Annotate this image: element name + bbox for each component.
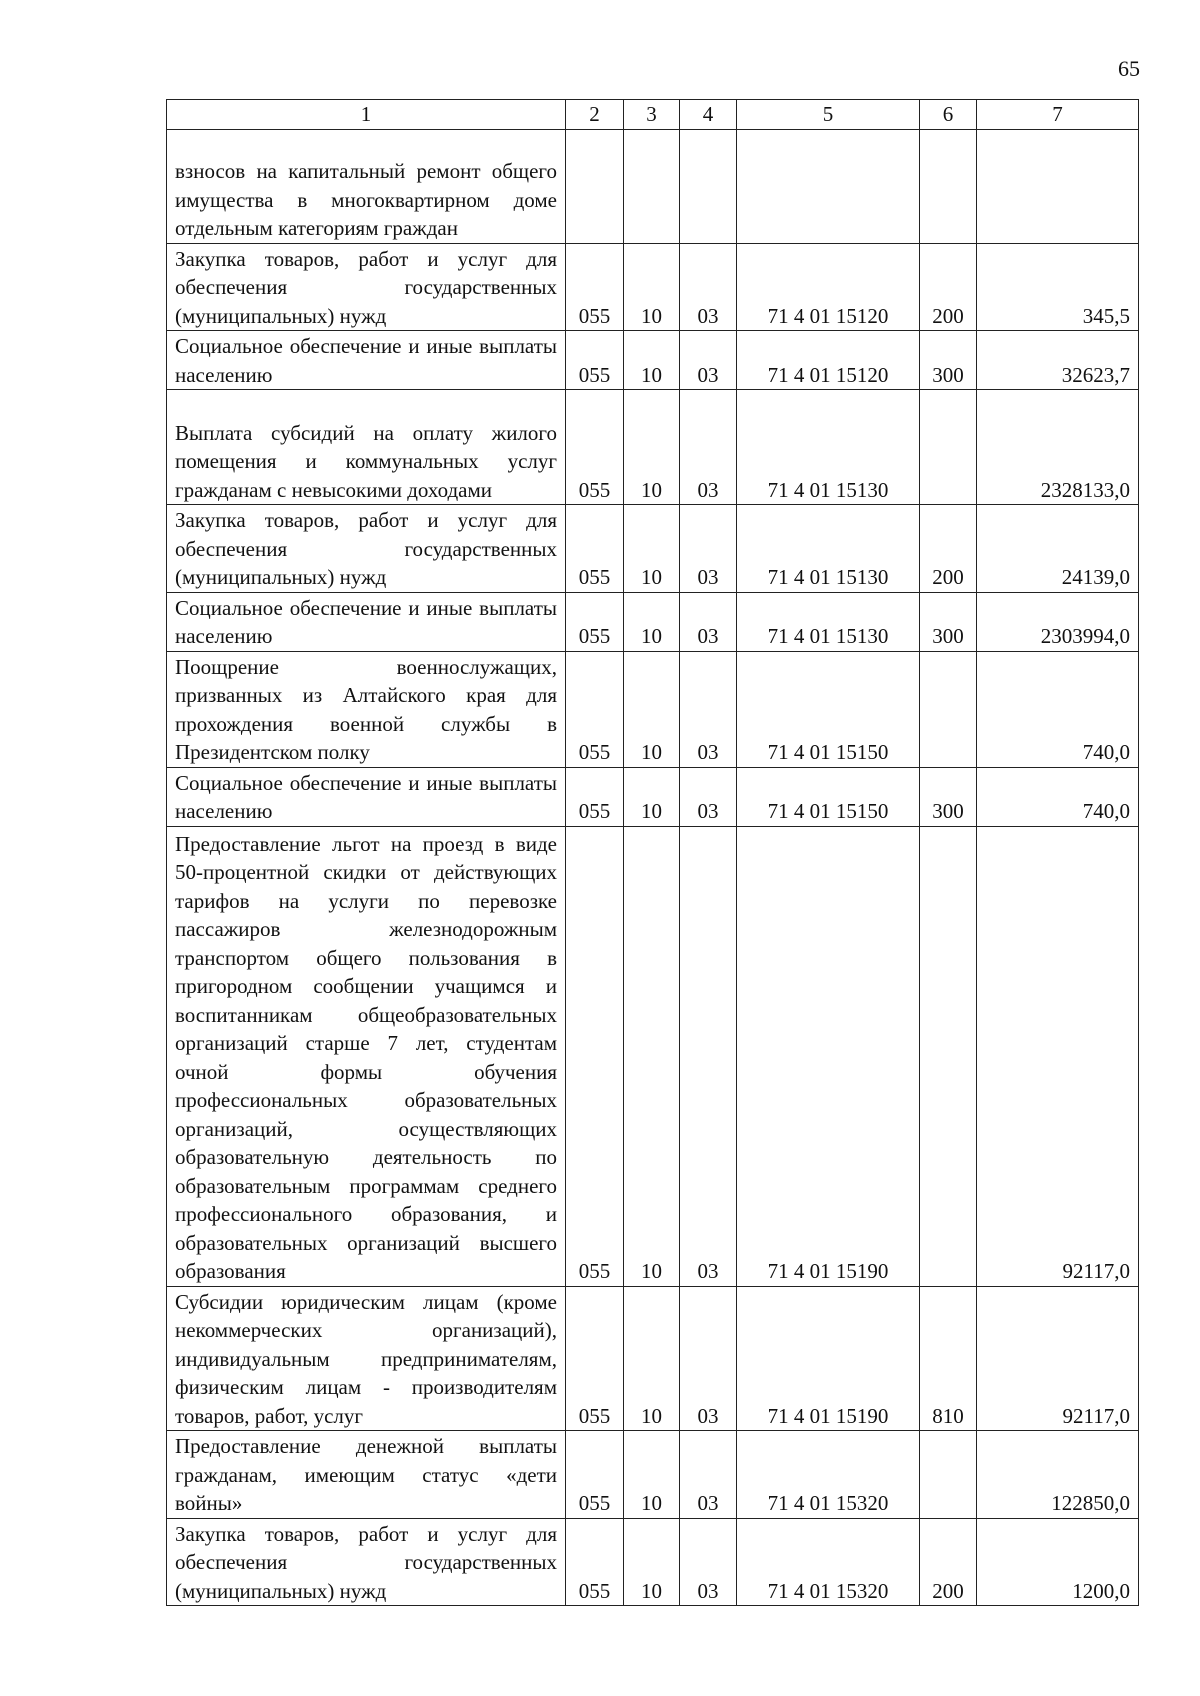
cell-col2: 055 xyxy=(566,1286,624,1431)
row-description: Закупка товаров, работ и услуг для обеспечения государственных (муниципальных) нужд xyxy=(167,1518,566,1606)
cell-col7: 740,0 xyxy=(977,767,1139,826)
cell-col6: 300 xyxy=(920,767,977,826)
cell-col7: 2303994,0 xyxy=(977,592,1139,651)
cell-col4: 03 xyxy=(680,592,737,651)
cell-col2: 055 xyxy=(566,1518,624,1606)
cell-col4 xyxy=(680,129,737,243)
table-row xyxy=(167,826,1139,1286)
row-description: Субсидии юридическим лицам (кроме некоммерческих организаций), индивидуальным предпринимателям, физическим лицам - производителям товаров, работ, услуг xyxy=(167,1286,566,1431)
cell-col6 xyxy=(920,1431,977,1519)
cell-col4: 03 xyxy=(680,826,737,1286)
cell-col3 xyxy=(624,129,680,243)
column-header: 3 xyxy=(624,100,680,130)
cell-col3: 10 xyxy=(624,767,680,826)
cell-col4: 03 xyxy=(680,1431,737,1519)
cell-col5: 71 4 01 15320 xyxy=(737,1518,920,1606)
row-description: Закупка товаров, работ и услуг для обеспечения государственных (муниципальных) нужд xyxy=(167,243,566,331)
cell-col7: 92117,0 xyxy=(977,1286,1139,1431)
column-header: 6 xyxy=(920,100,977,130)
cell-col6: 300 xyxy=(920,331,977,390)
cell-col2: 055 xyxy=(566,243,624,331)
cell-col3: 10 xyxy=(624,1431,680,1519)
table-row xyxy=(167,1431,1139,1519)
cell-col5: 71 4 01 15130 xyxy=(737,390,920,505)
cell-col7: 92117,0 xyxy=(977,826,1139,1286)
cell-col3: 10 xyxy=(624,651,680,767)
cell-col6: 200 xyxy=(920,1518,977,1606)
cell-col4: 03 xyxy=(680,651,737,767)
cell-col4: 03 xyxy=(680,1286,737,1431)
cell-col5: 71 4 01 15190 xyxy=(737,826,920,1286)
page-number: 65 xyxy=(1118,56,1140,81)
cell-col2: 055 xyxy=(566,767,624,826)
row-description: Социальное обеспечение и иные выплаты населению xyxy=(167,331,566,390)
cell-col5: 71 4 01 15190 xyxy=(737,1286,920,1431)
cell-col2 xyxy=(566,129,624,243)
table-row xyxy=(167,1518,1139,1606)
cell-col5: 71 4 01 15120 xyxy=(737,331,920,390)
cell-col3: 10 xyxy=(624,592,680,651)
row-description: Поощрение военнослужащих, призванных из Алтайского края для прохождения военной службы в Президентском полку xyxy=(167,651,566,767)
cell-col2: 055 xyxy=(566,592,624,651)
cell-col7 xyxy=(977,129,1139,243)
cell-col7: 740,0 xyxy=(977,651,1139,767)
column-header: 7 xyxy=(977,100,1139,130)
cell-col2: 055 xyxy=(566,1431,624,1519)
cell-col3: 10 xyxy=(624,1518,680,1606)
row-description: взносов на капитальный ремонт общего имущества в многоквартирном доме отдельным категориям граждан xyxy=(167,129,566,243)
cell-col7: 122850,0 xyxy=(977,1431,1139,1519)
cell-col4: 03 xyxy=(680,390,737,505)
cell-col6: 200 xyxy=(920,243,977,331)
cell-col6 xyxy=(920,390,977,505)
cell-col5: 71 4 01 15150 xyxy=(737,651,920,767)
cell-col6 xyxy=(920,651,977,767)
cell-col3: 10 xyxy=(624,243,680,331)
column-header: 1 xyxy=(167,100,566,130)
budget-table xyxy=(166,99,1139,1606)
cell-col2: 055 xyxy=(566,651,624,767)
cell-col7: 2328133,0 xyxy=(977,390,1139,505)
cell-col5: 71 4 01 15120 xyxy=(737,243,920,331)
cell-col2: 055 xyxy=(566,390,624,505)
table-row xyxy=(167,767,1139,826)
cell-col6 xyxy=(920,129,977,243)
table-row xyxy=(167,243,1139,331)
row-description: Закупка товаров, работ и услуг для обеспечения государственных (муниципальных) нужд xyxy=(167,505,566,593)
cell-col2: 055 xyxy=(566,826,624,1286)
cell-col7: 345,5 xyxy=(977,243,1139,331)
column-header: 4 xyxy=(680,100,737,130)
table-row xyxy=(167,129,1139,243)
cell-col3: 10 xyxy=(624,1286,680,1431)
cell-col7: 32623,7 xyxy=(977,331,1139,390)
table-row xyxy=(167,651,1139,767)
cell-col4: 03 xyxy=(680,767,737,826)
row-description: Выплата субсидий на оплату жилого помещения и коммунальных услуг гражданам с невысокими доходами xyxy=(167,390,566,505)
cell-col4: 03 xyxy=(680,331,737,390)
cell-col6: 300 xyxy=(920,592,977,651)
cell-col6 xyxy=(920,826,977,1286)
column-header: 5 xyxy=(737,100,920,130)
cell-col5: 71 4 01 15320 xyxy=(737,1431,920,1519)
cell-col5: 71 4 01 15130 xyxy=(737,592,920,651)
cell-col3: 10 xyxy=(624,826,680,1286)
cell-col5: 71 4 01 15150 xyxy=(737,767,920,826)
table-row xyxy=(167,592,1139,651)
cell-col5: 71 4 01 15130 xyxy=(737,505,920,593)
row-description: Социальное обеспечение и иные выплаты населению xyxy=(167,767,566,826)
row-description: Предоставление льгот на проезд в виде 50-процентной скидки от действующих тарифов на услуги по перевозке пассажиров железнодорожным транспортом общего пользования в пригородном сообщении учащимся и воспитанникам общеобразовательных организаций старше 7 лет, студентам очной формы обучения профессиональных образовательных организаций, осуществляющих образовательную деятельность по образовательным программам среднего профессионального образования, и образовательных организаций высшего образования xyxy=(167,826,566,1286)
table-row xyxy=(167,1286,1139,1431)
cell-col4: 03 xyxy=(680,243,737,331)
cell-col4: 03 xyxy=(680,1518,737,1606)
column-header: 2 xyxy=(566,100,624,130)
cell-col2: 055 xyxy=(566,505,624,593)
cell-col5 xyxy=(737,129,920,243)
cell-col3: 10 xyxy=(624,505,680,593)
table-row xyxy=(167,331,1139,390)
cell-col2: 055 xyxy=(566,331,624,390)
cell-col7: 1200,0 xyxy=(977,1518,1139,1606)
table-row xyxy=(167,390,1139,505)
table-row xyxy=(167,505,1139,593)
cell-col4: 03 xyxy=(680,505,737,593)
cell-col6: 200 xyxy=(920,505,977,593)
cell-col3: 10 xyxy=(624,331,680,390)
cell-col3: 10 xyxy=(624,390,680,505)
table-header-row xyxy=(167,100,1139,130)
cell-col6: 810 xyxy=(920,1286,977,1431)
cell-col7: 24139,0 xyxy=(977,505,1139,593)
row-description: Социальное обеспечение и иные выплаты населению xyxy=(167,592,566,651)
row-description: Предоставление денежной выплаты гражданам, имеющим статус «дети войны» xyxy=(167,1431,566,1519)
